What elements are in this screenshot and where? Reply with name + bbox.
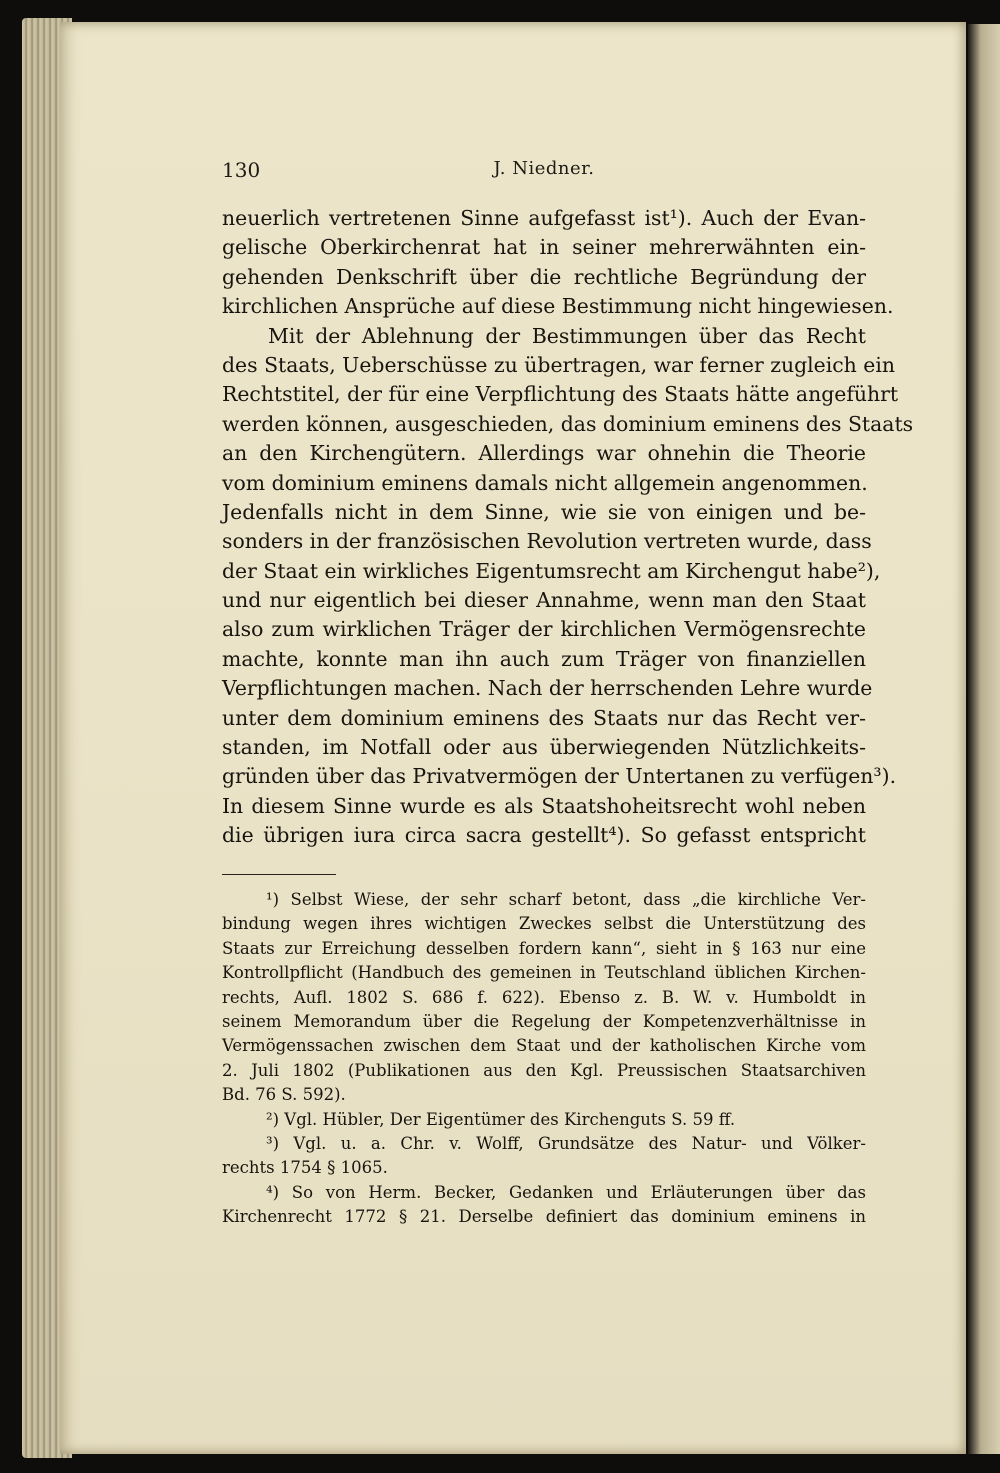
page-header (222, 148, 866, 188)
footnote-line: seinem Memorandum über die Regelung der Kompetenzverhältnisse in (222, 1011, 866, 1031)
body-line: unter dem dominium eminens des Staats nur das Recht ver- (222, 705, 866, 730)
body-line: der Staat ein wirkliches Eigentumsrecht am Kirchengut habe²), (222, 558, 881, 583)
body-line: machte, konnte man ihn auch zum Träger von finanziellen (222, 646, 866, 671)
body-line: Rechtstitel, der für eine Verpflichtung des Staats hätte angeführt (222, 382, 899, 407)
footnote-line: rechts 1754 § 1065. (222, 1158, 388, 1178)
body-line: kirchlichen Ansprüche auf diese Bestimmung nicht hingewiesen. (222, 294, 894, 319)
footnote-line: Kontrollpflicht (Handbuch des gemeinen in Teutschland üblichen Kirchen- (222, 963, 866, 983)
body-line: Mit der Ablehnung der Bestimmungen über das Recht (268, 323, 866, 348)
body-line: werden können, ausgeschieden, das dominium eminens des Staats (222, 411, 914, 436)
body-text (222, 204, 914, 851)
body-line: standen, im Notfall oder aus überwiegenden Nützlichkeits- (222, 735, 866, 760)
footnote-line: Vermögenssachen zwischen dem Staat und der katholischen Kirche vom (222, 1036, 866, 1056)
footnote-line: rechts, Aufl. 1802 S. 686 f. 622). Ebenso z. B. W. v. Humboldt in (222, 987, 866, 1007)
facing-page-edge (968, 24, 1000, 1454)
footnote-line: Bd. 76 S. 592). (222, 1085, 346, 1105)
body-line: gelische Oberkirchenrat hat in seiner mehrerwähnten ein- (222, 235, 866, 260)
body-line: vom dominium eminens damals nicht allgemein angenommen. (222, 470, 868, 495)
footnote-line: Kirchenrecht 1772 § 21. Derselbe definiert das dominium eminens in (222, 1207, 866, 1227)
body-line: an den Kirchengütern. Allerdings war ohnehin die Theorie (222, 441, 866, 466)
running-head: J. Niedner. (493, 158, 595, 179)
footnote-line: ²) Vgl. Hübler, Der Eigentümer des Kirchenguts S. 59 ff. (266, 1109, 736, 1129)
body-line: sonders in der französischen Revolution vertreten wurde, dass (222, 529, 872, 554)
body-line: In diesem Sinne wurde es als Staatshoheitsrecht wohl neben (222, 793, 866, 818)
body-line: gründen über das Privatvermögen der Untertanen zu verfügen³). (222, 764, 897, 789)
body-line: neuerlich vertretenen Sinne aufgefasst ist¹). Auch der Evan- (222, 206, 866, 230)
footnote-line: ⁴) So von Herm. Becker, Gedanken und Erläuterungen über das (266, 1182, 866, 1202)
footnote-line: bindung wegen ihres wichtigen Zweckes selbst die Unterstützung des (222, 914, 866, 934)
footnote-line: 2. Juli 1802 (Publikationen aus den Kgl. Preussischen Staatsarchiven (222, 1060, 866, 1080)
footnote-separator (222, 874, 336, 875)
footnotes (222, 888, 866, 1229)
body-line: also zum wirklichen Träger der kirchlichen Vermögensrechte (222, 617, 866, 642)
body-line: des Staats, Ueberschüsse zu übertragen, war ferner zugleich ein (222, 352, 896, 377)
footnote-line: ³) Vgl. u. a. Chr. v. Wolff, Grundsätze des Natur- und Völker- (266, 1133, 866, 1153)
page-number: 130 (222, 158, 261, 182)
footnote-line: Staats zur Erreichung desselben fordern kann“, sieht in § 163 nur eine (222, 938, 866, 958)
body-line: Jedenfalls nicht in dem Sinne, wie sie von einigen und be- (222, 499, 866, 524)
body-line: die übrigen iura circa sacra gestellt⁴). So gefasst entspricht (222, 823, 866, 848)
body-line: Verpflichtungen machen. Nach der herrschenden Lehre wurde (222, 676, 873, 701)
body-line: gehenden Denkschrift über die rechtliche Begründung der (222, 264, 866, 289)
footnote-line: ¹) Selbst Wiese, der sehr scharf betont, dass „die kirchliche Ver- (266, 890, 866, 909)
body-line: und nur eigentlich bei dieser Annahme, wenn man den Staat (222, 588, 866, 613)
